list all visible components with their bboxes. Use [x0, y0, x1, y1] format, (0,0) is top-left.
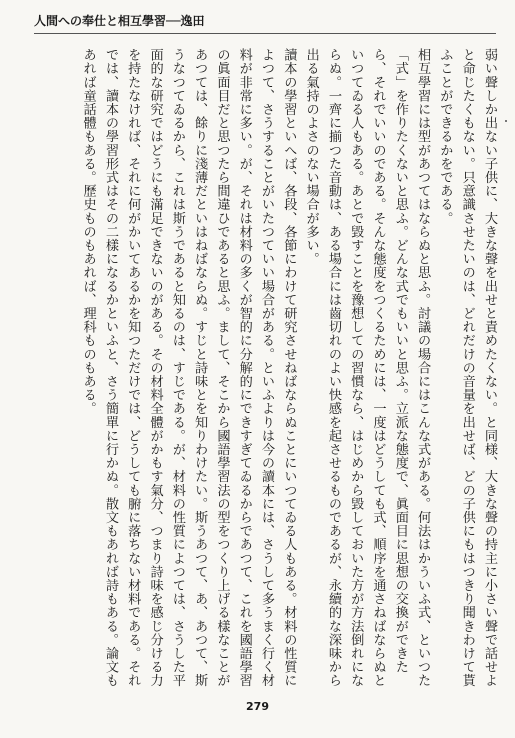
paragraph-2: 相互學習には型があつてはならぬと思ふ。討議の場合にはこんな式がある。何法はかういふ式、といつた「式」を作りたくないと思ふ。どんな式でもいいと思ふ。立派な態度で、眞面目に思想の交換ができたら、それでいいのである。そんな態度をつくるためには、一度はどうしても式、順序を通さねばならぬといつてゐる人もある。あとで毀すことを豫想しての習慣なら、はじめから毀しておいた方が方法倒れにならぬ。一齊に揃つた音動は、ある場合には齒切れのよい快感を起させるものであるが、永續的な深味から出る氣持のよさのない場合が多い。	[303, 48, 431, 688]
paragraph-3: 讀本の學習といへば、各段、各節にわけて研究させねばならぬことにいつてゐる人もある。材料の性質によつて、さうすることがいたつていい場合がある。といふよりは今の讀本には、さうして多うまく行く材料が非常に多い。が、それは材料の多くが智的に分解的にできすぎてゐるからであつて、これを國語學習の眞面目だと思つたら間違ひであると思ふ。まして、そこから國語學習法の型をつくり上げる樣なことがあつては、餘りに淺薄だといはねばならぬ。すじと詩味とを知りわけたい。斯うあつて、あ、あつて、斯うなつてゐるから、これは斯うであると知るのは、すじである。が、材料の性質によつては、さうした平面的な研究ではどうにも滿足できないのがある。その材料全體がかもす氣分、つまり詩味を感じ分ける力を持たなければ、それに何がかいてあるかを知つただけでは、どうしても腑に落ちない材料である。それでは、讀本の學習形式はその二樣になるかといふと、さう簡單に行かぬ。散文もあれば詩もある。論文もあれば童話體もある。歷史ものもあれば、理科ものもある。	[80, 48, 297, 688]
header-rule	[34, 33, 496, 34]
scan-speck	[505, 120, 507, 122]
vertical-body-text	[40, 48, 500, 688]
paragraph-1: 弱い聲しか出ない子供に、大きな聲を出せと責めたくない。と同様、大きな聲の持主に小さい聲で話せよと命じたくもない。只意識させたいのは、どれだけの音量を出せば、どの子供にもはつきり聞きわけて貰ふことができるかをである。	[437, 48, 497, 688]
page-number: 279	[246, 700, 269, 713]
running-header: 人間への奉仕と相互學習──逸田	[34, 14, 205, 28]
